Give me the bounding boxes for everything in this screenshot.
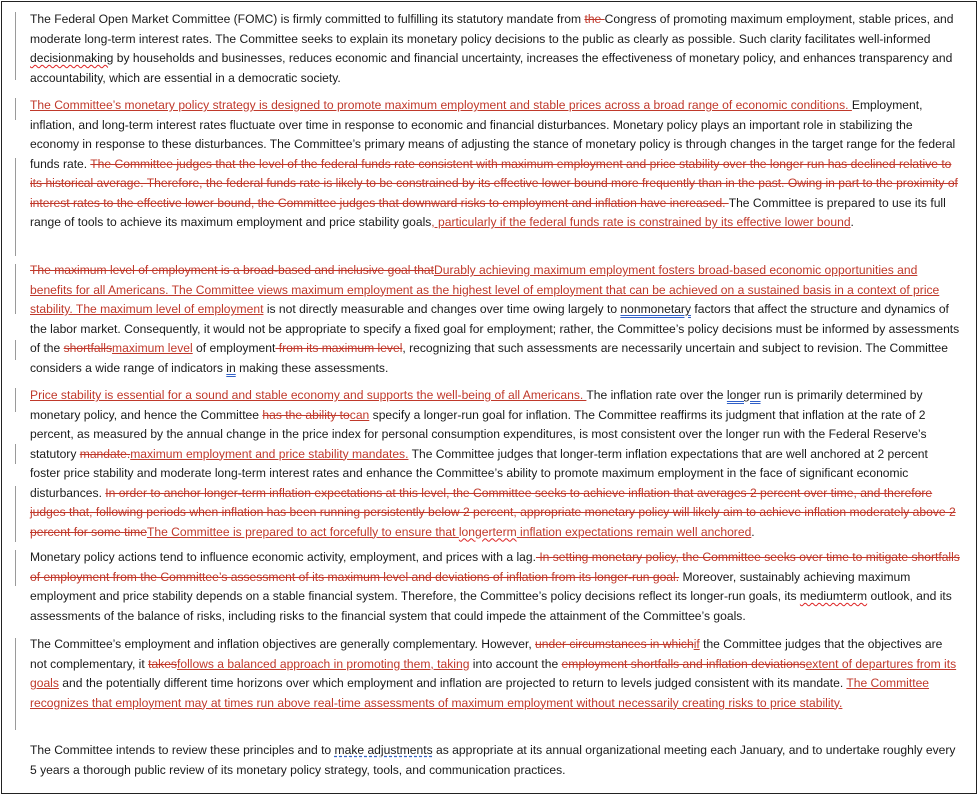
text-run: is not directly measurable and changes over time owing largely to <box>263 302 621 316</box>
inserted-text: can <box>349 407 370 422</box>
inserted-spelling-flag: longerterm <box>458 524 517 539</box>
change-bar <box>15 388 16 412</box>
inserted-text: extent of departures from its goals <box>30 656 957 690</box>
change-bar <box>15 98 16 120</box>
inserted-text: inflation expectations remain well anchored <box>516 524 752 539</box>
change-bar <box>15 550 16 586</box>
grammar-flag: nonmonetary <box>620 302 691 316</box>
text-run: run is primarily determined by monetary policy, and hence the Committee <box>30 388 923 422</box>
text-run: The Committee judges that longer-term inflation expectations that are well anchored at 2 percent foster price stability and moderate long-term interest rates and enhance the Committee’s ability to promote maximum employment in the face of significant economic disturbances. <box>30 446 928 500</box>
text-run: by households and businesses, reduces economic and financial uncertainty, increases the effectiveness of monetary policy, and enhances transparency and accountability, which are essential in a democratic society. <box>30 51 953 85</box>
grammar-flag: in <box>226 360 236 375</box>
deleted-text: mandate. <box>79 446 131 461</box>
text-run: the Committee judges that the objectives are not complementary, it <box>30 637 943 671</box>
text-run: The Committee’s employment and inflation objectives are generally complementary. However, <box>30 637 536 651</box>
change-bar <box>15 264 16 314</box>
inserted-text: The Committee recognizes that employment may at times run above real-time assessments of maximum employment without necessarily creating risks to price stability. <box>30 676 930 710</box>
text-run: The Committee is prepared to use its full range of tools to achieve its maximum employment and price stability goals <box>30 195 946 229</box>
text-run: into account the <box>469 656 562 671</box>
text-run: specify a longer-run goal for inflation. The Committee reaffirms its judgment that inflation at the rate of 2 percent, as measured by the annual change in the price index for personal consumption expenditures, is most consistent over the longer run with the Federal Reserve’s statutory <box>30 407 927 461</box>
deleted-text: In order to anchor longer-term inflation expectations at this level, the Committee seeks to achieve inflation that averages 2 percent over time, and therefore judges that, following periods when inflation has been running persistently below 2 percent, appropriate monetary policy will likely aim to achieve inflation moderately above 2 percent for some time <box>30 485 956 539</box>
inserted-text: if <box>693 637 700 651</box>
text-run: and the potentially different time horizons over which employment and inflation are projected to return to levels judged consistent with its mandate. <box>58 676 847 690</box>
change-bar <box>15 12 16 80</box>
change-bar <box>15 444 16 464</box>
inserted-text: The Committee is prepared to act forcefully to ensure that <box>146 524 459 539</box>
paragraph-1[interactable] <box>30 10 960 88</box>
grammar-flag: longer <box>726 388 761 402</box>
text-run: Employment, inflation, and long-term interest rates fluctuate over time in response to economic and financial disturbances. Monetary policy plays an important role in stabilizing the economy in response to these disturbances. The Committee’s primary means of adjusting the stance of monetary policy is through changes in the target range for the federal funds rate. <box>30 98 956 171</box>
change-bar <box>15 486 16 542</box>
inserted-text: Price stability is essential for a sound and stable economy and supports the well-being of all Americans. <box>30 388 587 402</box>
deleted-text: employment shortfalls and inflation deviations <box>561 656 806 671</box>
change-bar <box>15 638 16 730</box>
inserted-text: follows a balanced approach in promoting them, taking <box>176 656 470 671</box>
spelling-flag: decisionmaking <box>30 51 114 65</box>
paragraph-4[interactable] <box>30 386 960 542</box>
text-run: making these assessments. <box>235 360 389 375</box>
deleted-text: under circumstances in which <box>535 637 694 651</box>
change-bar <box>15 158 16 256</box>
deleted-text: shortfalls <box>63 341 113 355</box>
text-run: . <box>850 215 854 229</box>
inserted-text: Durably achieving maximum employment fosters broad-based economic opportunities and benefits for all Americans. The Committee views maximum employment as the highest level of employment that can be achieved on a sustained basis in a context of price stability. The maximum level of employment <box>30 263 940 316</box>
text-run: The inflation rate over the <box>586 388 727 402</box>
spelling-flag: mediumterm <box>799 589 868 603</box>
deleted-text: from its maximum level <box>275 341 403 355</box>
paragraph-6[interactable] <box>30 635 960 713</box>
text-run: Moreover, sustainably achieving maximum employment and price stability depends on a stable financial system. Therefore, the Committee’s policy decisions reflect its longer-run goals, its <box>30 569 911 603</box>
document-page <box>1 1 977 794</box>
text-run: of employment <box>192 341 276 355</box>
text-run: Monetary policy actions tend to influence economic activity, employment, and prices with a lag. <box>30 550 536 564</box>
inserted-text: , particularly if the federal funds rate is constrained by its effective lower bound <box>431 215 851 229</box>
text-run: The Federal Open Market Committee (FOMC) is firmly committed to fulfilling its statutory mandate from <box>30 12 585 26</box>
deleted-text: In setting monetary policy, the Committee seeks over time to mitigate shortfalls of employment from the Committee’s assessment of its maximum level and deviations of inflation from its longer-run goal. <box>30 550 960 584</box>
paragraph-3[interactable] <box>30 261 960 378</box>
text-run: . <box>751 524 755 539</box>
text-run: factors that affect the structure and dynamics of the labor market. Consequently, it would not be appropriate to specify a fixed goal for employment; rather, the Committee’s policy decisions must be informed by assessments of the <box>30 302 960 355</box>
change-bar <box>15 340 16 360</box>
inserted-text: maximum level <box>112 341 193 355</box>
text-run: , recognizing that such assessments are necessarily uncertain and subject to revision. The Committee considers a wide range of indicators <box>30 341 948 375</box>
deleted-text: The maximum level of employment is a broad-based and inclusive goal that <box>30 263 435 277</box>
deleted-text: the <box>584 12 605 26</box>
inserted-text: maximum employment and price stability mandates. <box>130 446 409 461</box>
suggestion-flag: make adjustments <box>334 743 433 757</box>
paragraph-7[interactable] <box>30 741 960 780</box>
text-run: Congress of promoting maximum employment, stable prices, and moderate long-term interest rates. The Committee seeks to explain its monetary policy decisions to the public as clearly as possible. Such clarity facilitates well-informed <box>30 12 954 46</box>
text-run: outlook, and its assessments of the balance of risks, including risks to the financial system that could impede the attainment of the Committee’s goals. <box>30 589 952 623</box>
paragraph-2[interactable] <box>30 96 960 233</box>
text-run: as appropriate at its annual organizational meeting each January, and to undertake roughly every 5 years a thorough public review of its monetary policy strategy, tools, and communication practices. <box>30 743 956 777</box>
deleted-text: takes <box>148 656 177 671</box>
deleted-text: has the ability to <box>262 407 350 422</box>
paragraph-5[interactable] <box>30 548 960 626</box>
deleted-text: The Committee judges that the level of the federal funds rate consistent with maximum employment and price stability over the longer run has declined relative to its historical average. Therefore, the federal funds rate is likely to be constrained by its effective lower bound more frequently than in the past. Owing in part to the proximity of interest rates to the effective lower bound, the Committee judges that downward risks to employment and inflation have increased. <box>30 156 958 210</box>
inserted-text: The Committee’s monetary policy strategy is designed to promote maximum employment and stable prices across a broad range of economic conditions. <box>30 98 852 112</box>
text-run: The Committee intends to review these principles and to <box>30 743 335 757</box>
